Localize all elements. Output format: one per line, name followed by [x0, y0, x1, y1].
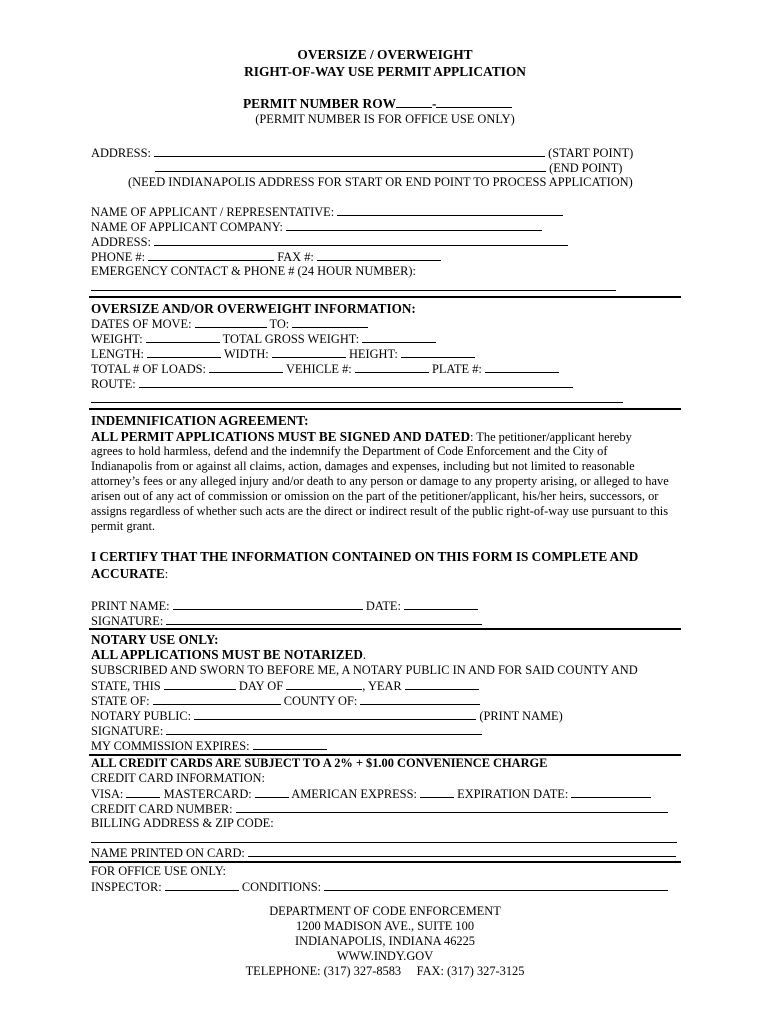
- fax-label: FAX #:: [277, 250, 314, 264]
- dates-to-label: TO:: [269, 317, 290, 331]
- card-number-label: CREDIT CARD NUMBER:: [91, 802, 233, 816]
- state-this-field[interactable]: [164, 678, 236, 690]
- height-label: HEIGHT:: [348, 347, 398, 361]
- footer-department: DEPARTMENT OF CODE ENFORCEMENT: [269, 904, 501, 918]
- indemnification-line-5: arisen out of any act of commission or omission on the part of the petitioner/applicant, his/her heirs, successors, or: [91, 489, 659, 503]
- phone-field[interactable]: [148, 249, 274, 261]
- billing-address-label: BILLING ADDRESS & ZIP CODE:: [91, 816, 274, 830]
- weight-row: [91, 331, 436, 347]
- dimensions-row: [91, 346, 475, 362]
- mastercard-label: MASTERCARD:: [163, 787, 252, 801]
- state-this-label: STATE, THIS: [91, 679, 161, 693]
- notary-public-row: [91, 708, 563, 724]
- office-use-label: FOR OFFICE USE ONLY:: [91, 864, 226, 878]
- width-label: WIDTH:: [223, 347, 269, 361]
- indemnification-lead: ALL PERMIT APPLICATIONS MUST BE SIGNED AND DATED: [91, 429, 470, 444]
- dates-row: [91, 316, 368, 332]
- route-label: ROUTE:: [91, 377, 136, 391]
- date-label: DATE:: [365, 599, 401, 613]
- signature-row: [91, 613, 482, 629]
- loads-label: TOTAL # OF LOADS:: [91, 362, 206, 376]
- dates-from-field[interactable]: [195, 316, 267, 328]
- route-row: [91, 376, 573, 392]
- end-point-label: (END POINT): [549, 161, 623, 175]
- notary-print-name-label: (PRINT NAME): [479, 709, 563, 723]
- length-field[interactable]: [147, 346, 221, 358]
- notary-state-county-row: [91, 693, 480, 709]
- notary-heading: NOTARY USE ONLY:: [91, 632, 219, 647]
- weight-field[interactable]: [146, 331, 220, 343]
- address-end-row: [155, 160, 622, 176]
- permit-number-label: PERMIT NUMBER ROW: [243, 96, 397, 111]
- permit-number-blank-2[interactable]: [436, 96, 512, 108]
- start-point-label: (START POINT): [548, 146, 634, 160]
- date-field[interactable]: [404, 598, 478, 610]
- start-point-field[interactable]: [154, 145, 545, 157]
- inspector-field[interactable]: [165, 879, 239, 891]
- day-of-field[interactable]: [286, 678, 362, 690]
- applicant-company-field[interactable]: [286, 219, 542, 231]
- year-label: , YEAR: [362, 679, 402, 693]
- end-point-field[interactable]: [155, 160, 546, 172]
- applicant-address-label: ADDRESS:: [91, 235, 151, 249]
- section-divider: [89, 861, 681, 863]
- section-divider: [89, 408, 681, 410]
- conditions-label: CONDITIONS:: [241, 880, 322, 894]
- print-name-label: PRINT NAME:: [91, 599, 170, 613]
- footer-phone-fax: TELEPHONE: (317) 327-8583 FAX: (317) 327-3125: [245, 964, 525, 978]
- notary-signature-row: [91, 723, 482, 739]
- indemnification-line-6: assigns regardless of whether such acts are the direct or indirect result of the public right-of-way use pursuant to this: [91, 504, 669, 518]
- applicant-company-label: NAME OF APPLICANT COMPANY:: [91, 220, 283, 234]
- inspector-label: INSPECTOR:: [91, 880, 162, 894]
- weight-label: WEIGHT:: [91, 332, 143, 346]
- permit-note: (PERMIT NUMBER IS FOR OFFICE USE ONLY): [255, 112, 515, 126]
- print-name-field[interactable]: [173, 598, 363, 610]
- office-row: [91, 879, 668, 895]
- signature-field[interactable]: [166, 613, 482, 625]
- indemnification-line-2: agrees to hold harmless, defend and the indemnify the Department of Code Enforcement and the City of: [91, 444, 608, 458]
- applicant-address-field[interactable]: [154, 234, 568, 246]
- gross-weight-label: TOTAL GROSS WEIGHT:: [222, 332, 360, 346]
- county-of-field[interactable]: [360, 693, 480, 705]
- conditions-field[interactable]: [324, 879, 668, 891]
- mastercard-field[interactable]: [255, 786, 289, 798]
- dates-to-field[interactable]: [292, 316, 368, 328]
- card-number-row: [91, 801, 668, 817]
- form-title: OVERSIZE / OVERWEIGHT: [297, 47, 473, 62]
- address-note: (NEED INDIANAPOLIS ADDRESS FOR START OR END POINT TO PROCESS APPLICATION): [128, 175, 633, 189]
- dates-label: DATES OF MOVE:: [91, 317, 192, 331]
- name-on-card-label: NAME PRINTED ON CARD:: [91, 846, 245, 860]
- billing-address-field[interactable]: [91, 842, 677, 843]
- name-on-card-field[interactable]: [248, 845, 676, 857]
- amex-field[interactable]: [420, 786, 454, 798]
- length-label: LENGTH:: [91, 347, 144, 361]
- indemnification-line-3: Indianapolis from or against all claims, action, damages and expenses, including but not limited to reasonable: [91, 459, 635, 473]
- notary-signature-label: SIGNATURE:: [91, 724, 164, 738]
- notary-must-row: [91, 647, 366, 663]
- credit-heading: ALL CREDIT CARDS ARE SUBJECT TO A 2% + $1.00 CONVENIENCE CHARGE: [91, 756, 548, 770]
- phone-label: PHONE #:: [91, 250, 146, 264]
- applicant-company-row: [91, 219, 542, 235]
- loads-row: [91, 361, 559, 377]
- applicant-name-row: [91, 204, 563, 220]
- certify-accurate: ACCURATE: [91, 566, 165, 581]
- notary-public-label: NOTARY PUBLIC:: [91, 709, 192, 723]
- expiration-field[interactable]: [571, 786, 651, 798]
- oversize-heading: OVERSIZE AND/OR OVERWEIGHT INFORMATION:: [91, 301, 416, 316]
- notary-public-field[interactable]: [194, 708, 476, 720]
- plate-field[interactable]: [485, 361, 559, 373]
- notary-state-this-row: [91, 678, 479, 694]
- emergency-contact-label: EMERGENCY CONTACT & PHONE # (24 HOUR NUMBER):: [91, 264, 416, 278]
- gross-weight-field[interactable]: [362, 331, 436, 343]
- form-subtitle: RIGHT-OF-WAY USE PERMIT APPLICATION: [244, 64, 526, 79]
- loads-field[interactable]: [209, 361, 283, 373]
- visa-label: VISA:: [91, 787, 124, 801]
- state-of-field[interactable]: [153, 693, 281, 705]
- indemnification-line-4: attorney’s fees or any alleged injury and/or death to any person or damage to any property arising, or alleged to have: [91, 474, 669, 488]
- certify-colon: :: [164, 567, 169, 581]
- vehicle-label: VEHICLE #:: [285, 362, 352, 376]
- emergency-contact-field[interactable]: [91, 290, 616, 291]
- applicant-address-row: [91, 234, 568, 250]
- name-on-card-row: [91, 845, 676, 861]
- print-name-row: [91, 598, 478, 614]
- permit-number-dash: -: [432, 96, 437, 111]
- fax-field[interactable]: [317, 249, 441, 261]
- applicant-name-field[interactable]: [337, 204, 563, 216]
- indemnification-line-7: permit grant.: [91, 519, 155, 533]
- width-field[interactable]: [272, 346, 346, 358]
- notary-must: ALL APPLICATIONS MUST BE NOTARIZED: [91, 647, 363, 662]
- permit-number-row: [243, 96, 512, 111]
- notary-period: .: [362, 648, 366, 662]
- card-type-row: [91, 786, 651, 802]
- notary-sworn: SUBSCRIBED AND SWORN TO BEFORE ME, A NOTARY PUBLIC IN AND FOR SAID COUNTY AND: [91, 663, 638, 677]
- section-divider: [89, 296, 681, 298]
- card-number-field[interactable]: [236, 801, 668, 813]
- day-of-label: DAY OF: [238, 679, 284, 693]
- indemnification-text-1: : The petitioner/applicant hereby: [469, 430, 632, 444]
- vehicle-field[interactable]: [355, 361, 429, 373]
- certify-line-1: I CERTIFY THAT THE INFORMATION CONTAINED ON THIS FORM IS COMPLETE AND: [91, 549, 639, 564]
- applicant-name-label: NAME OF APPLICANT / REPRESENTATIVE:: [91, 205, 335, 219]
- state-of-label: STATE OF:: [91, 694, 150, 708]
- permit-number-blank-1[interactable]: [396, 96, 432, 108]
- year-field[interactable]: [405, 678, 479, 690]
- certify-line-2: [91, 566, 168, 582]
- commission-row: [91, 738, 327, 754]
- commission-expires-label: MY COMMISSION EXPIRES:: [91, 739, 250, 753]
- signature-label: SIGNATURE:: [91, 614, 164, 628]
- commission-expires-field[interactable]: [253, 738, 327, 750]
- indemnification-line-1: [91, 429, 632, 445]
- notary-signature-field[interactable]: [166, 723, 482, 735]
- route-field[interactable]: [139, 376, 573, 388]
- plate-label: PLATE #:: [431, 362, 482, 376]
- indemnification-heading: INDEMNIFICATION AGREEMENT:: [91, 413, 309, 428]
- credit-info-label: CREDIT CARD INFORMATION:: [91, 771, 265, 785]
- footer-street: 1200 MADISON AVE., SUITE 100: [295, 919, 475, 933]
- expiration-label: EXPIRATION DATE:: [457, 787, 569, 801]
- route-field-continued[interactable]: [91, 402, 623, 403]
- footer-city: INDIANAPOLIS, INDIANA 46225: [295, 934, 475, 948]
- footer-website[interactable]: WWW.INDY.GOV: [336, 949, 434, 963]
- address-start-row: [91, 145, 633, 161]
- address-label: ADDRESS:: [91, 146, 151, 160]
- section-divider: [89, 628, 681, 630]
- county-of-label: COUNTY OF:: [283, 694, 358, 708]
- height-field[interactable]: [401, 346, 475, 358]
- amex-label: AMERICAN EXPRESS:: [291, 787, 417, 801]
- visa-field[interactable]: [126, 786, 160, 798]
- phone-fax-row: [91, 249, 441, 265]
